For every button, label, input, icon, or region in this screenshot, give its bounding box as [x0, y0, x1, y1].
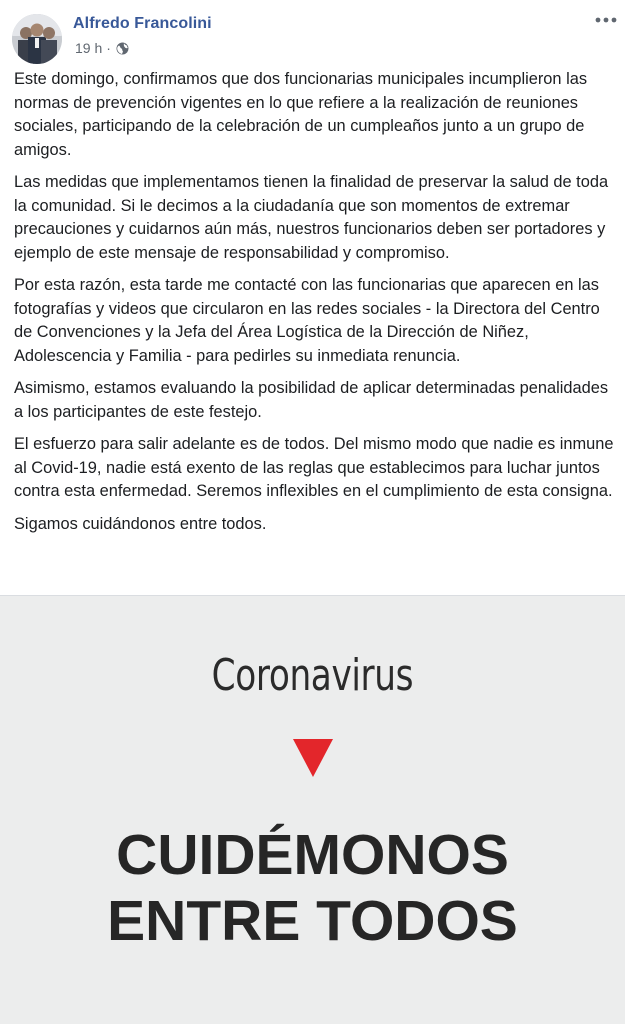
banner-slogan-line-1: CUIDÉMONOS: [116, 823, 509, 887]
author-avatar[interactable]: [12, 14, 62, 64]
down-arrow-icon: [293, 739, 333, 777]
post-timestamp[interactable]: 19 h: [75, 40, 103, 56]
author-name-link[interactable]: Alfredo Francolini: [73, 15, 212, 32]
post-paragraph: El esfuerzo para salir adelante es de todos. Del mismo modo que nadie es inmune al Covid-19, nadie está exento de las reglas que establecimos para luchar juntos contra esta enfermedad. Seremos inflexibles en el cumplimiento de esta consigna.: [14, 435, 614, 500]
post-meta: [75, 39, 129, 57]
banner-slogan-line-2: ENTRE TODOS: [107, 889, 518, 953]
post-paragraph: Sigamos cuidándonos entre todos.: [14, 514, 267, 533]
avatar-photo: [12, 14, 62, 64]
globe-icon[interactable]: [116, 42, 129, 55]
post-text: [14, 68, 614, 545]
post-header: [0, 0, 625, 66]
banner-title: Coronavirus: [211, 650, 414, 701]
post-paragraph: Este domingo, confirmamos que dos funcionarias municipales incumplieron las normas de prevención vigentes en lo que refiere a la realización de reuniones sociales, participando de la celebración de un cumpleaños junto a un grupo de amigos.: [14, 70, 588, 159]
post-paragraph: Asimismo, estamos evaluando la posibilidad de aplicar determinadas penalidades a los participantes de este festejo.: [14, 379, 609, 421]
post-paragraph: Por esta razón, esta tarde me contacté con las funcionarias que aparecen en las fotografías y videos que circularon en las redes sociales - la Directora del Centro de Convenciones y la Jefa del Área Logística de la Dirección de Niñez, Adolescencia y Familia - para pedirles su inmediata renuncia.: [14, 276, 600, 365]
post-paragraph: Las medidas que implementamos tienen la finalidad de preservar la salud de toda la comunidad. Si le decimos a la ciudadanía que son momentos de extremar precauciones y cuidarnos aún más, nuestros funcionarios deben ser portadores y ejemplo de este mensaje de responsabilidad y compromiso.: [14, 173, 609, 262]
more-options-icon[interactable]: [592, 10, 620, 30]
meta-separator: ·: [106, 40, 111, 56]
banner-slogan: [0, 822, 625, 954]
